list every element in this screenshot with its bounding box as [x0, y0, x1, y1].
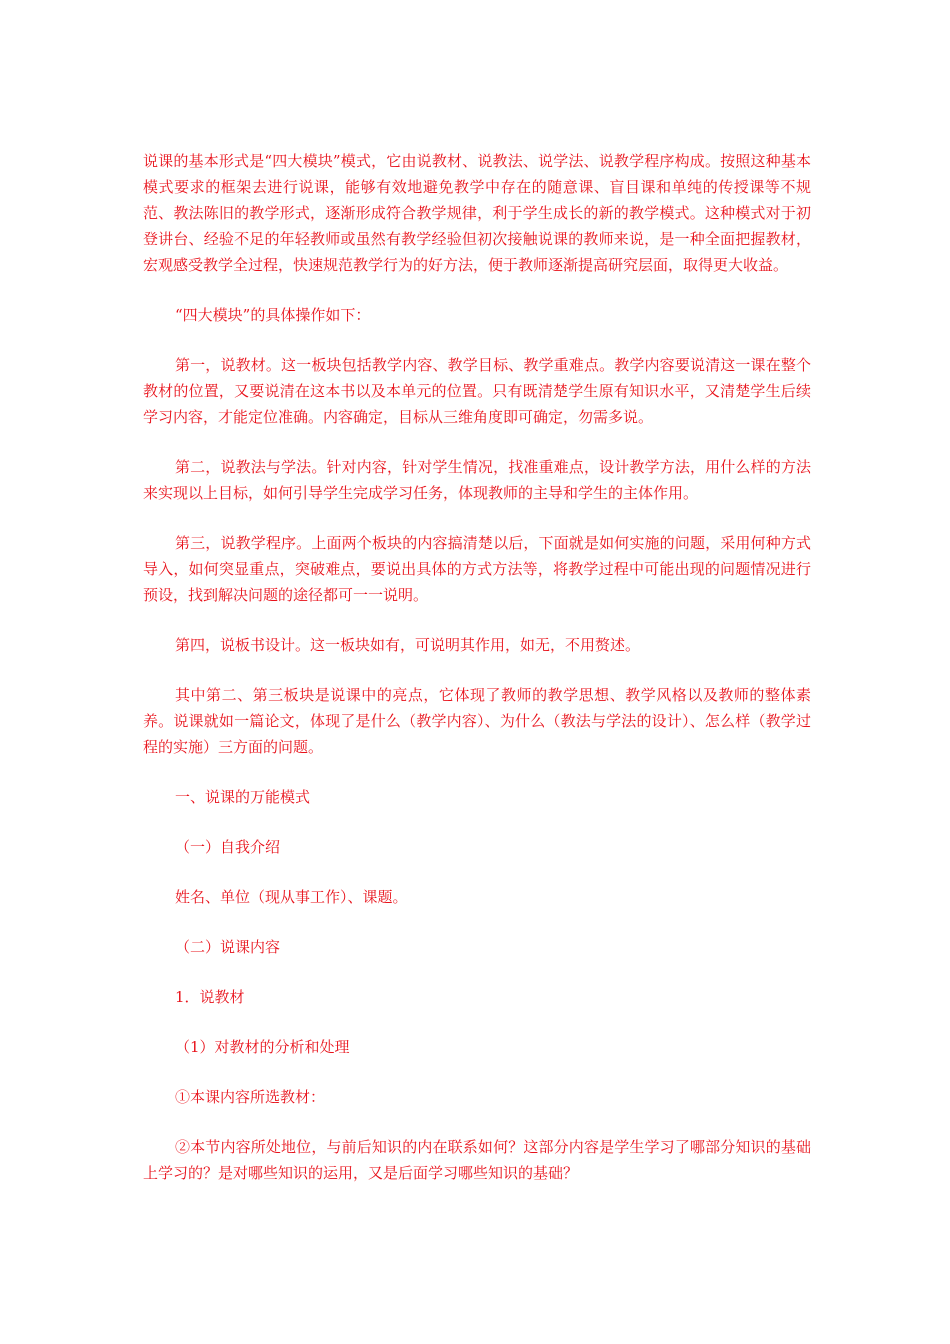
- item-textbook-analysis: （1）对教材的分析和处理: [175, 1038, 350, 1056]
- intro-paragraph: 说课的基本形式是“四大模块”模式，它由说教材、说教法、说学法、说教学程序构成。按照这种基本模式要求的框架去进行说课，能够有效地避免教学中存在的随意课、盲目课和单纯的传授课等不规范、教法陈旧的教学形式，逐渐形成符合教学规律，利于学生成长的新的教学模式。这种模式对于初登讲台、经验不足的年轻教师或虽然有教学经验但初次接触说课的教师来说，是一种全面把握教材，宏观感受教学全过程，快速规范教学行为的好方法，便于教师逐渐提高研究层面，取得更大收益。: [143, 152, 811, 274]
- section-heading-universal-mode: 一、说课的万能模式: [175, 788, 311, 806]
- module-four-paragraph: 第四，说板书设计。这一板块如有，可说明其作用，如无，不用赘述。: [175, 636, 641, 654]
- item-selected-textbook: ①本课内容所选教材：: [175, 1088, 326, 1106]
- module-two-paragraph: 第二，说教法与学法。针对内容，针对学生情况，找准重难点，设计教学方法，用什么样的方法来实现以上目标，如何引导学生完成学习任务，体现教师的主导和学生的主体作用。: [143, 458, 811, 502]
- subsection-self-intro: （一）自我介绍: [175, 838, 281, 856]
- four-modules-heading: “四大模块”的具体操作如下：: [175, 306, 371, 324]
- module-one-paragraph: 第一，说教材。这一板块包括教学内容、教学目标、教学重难点。教学内容要说清这一课在整个教材的位置，又要说清在这本书以及本单元的位置。只有既清楚学生原有知识水平，又清楚学生后续学习内容，才能定位准确。内容确定，目标从三维角度即可确定，勿需多说。: [143, 356, 811, 426]
- self-intro-detail: 姓名、单位（现从事工作）、课题。: [175, 888, 408, 906]
- module-three-paragraph: 第三，说教学程序。上面两个板块的内容搞清楚以后，下面就是如何实施的问题，采用何种方式导入，如何突显重点，突破难点，要说出具体的方式方法等，将教学过程中可能出现的问题情况进行预设，找到解决问题的途径都可一一说明。: [143, 534, 811, 604]
- document-body: [143, 148, 811, 1210]
- highlight-paragraph: 其中第二、第三板块是说课中的亮点，它体现了教师的教学思想、教学风格以及教师的整体素养。说课就如一篇论文，体现了是什么（教学内容）、为什么（教法与学法的设计）、怎么样（教学过程的实施）三方面的问题。: [143, 686, 811, 756]
- item-textbook: 1．说教材: [175, 988, 245, 1006]
- item-content-position: ②本节内容所处地位，与前后知识的内在联系如何？这部分内容是学生学习了哪部分知识的基础上学习的？是对哪些知识的运用，又是后面学习哪些知识的基础？: [143, 1138, 811, 1182]
- subsection-lesson-content: （二）说课内容: [175, 938, 281, 956]
